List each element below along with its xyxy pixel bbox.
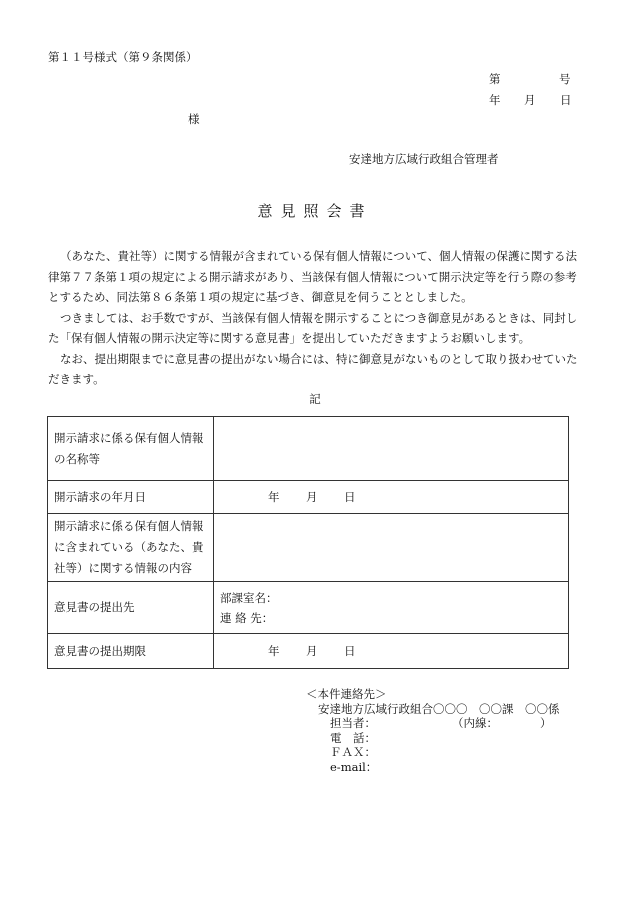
- table-row: [48, 514, 569, 582]
- deadline-year: 年: [268, 644, 280, 658]
- contact-person: 担当者：: [330, 716, 376, 730]
- sender: 安達地方広域行政組合管理者: [349, 152, 499, 166]
- date-day: 日: [560, 93, 572, 107]
- submission-dest-value: [214, 582, 569, 634]
- table-row: [48, 417, 569, 481]
- request-month: 月: [306, 490, 318, 504]
- info-content-value: [214, 514, 569, 582]
- doc-number-prefix: 第: [489, 72, 501, 86]
- contact-email: e-mail：: [330, 759, 378, 774]
- doc-number-suffix: 号: [559, 72, 571, 86]
- page-title: 意見照会書: [257, 202, 373, 220]
- form-number: 第１１号様式（第９条関係）: [48, 50, 198, 64]
- contact-label: 連 絡 先：: [220, 610, 274, 625]
- deadline-month: 月: [306, 644, 318, 658]
- paragraph-3: なお、提出期限までに意見書の提出がない場合には、特に御意見がないものとして取り扱わせていただきます。: [48, 351, 578, 386]
- paragraph-1: （あなた、貴社等）に関する情報が含まれている保有個人情報について、個人情報の保護に関する法律第７７条第１項の規定による開示請求があり、当該保有個人情報について開示決定等を行う際の参考とするため、同法第８６条第１項の規定に基づき、御意見を伺うこととしました。: [48, 249, 578, 304]
- request-date-label: 開示請求の年月日: [48, 481, 214, 514]
- date-year: 年: [489, 93, 501, 107]
- submission-dest-label: 意見書の提出先: [48, 582, 214, 634]
- contact-header: ＜本件連絡先＞: [306, 687, 387, 701]
- paragraph-2: つきましては、お手数ですが、当該保有個人情報を開示することにつき御意見があるときは、同封した「保有個人情報の開示決定等に関する意見書」を提出していただきますようお願いします。: [48, 310, 578, 345]
- deadline-label: 意見書の提出期限: [48, 634, 214, 669]
- request-day: 日: [344, 490, 356, 504]
- info-name-value: [214, 417, 569, 481]
- table-row: [48, 634, 569, 669]
- body-text: [48, 246, 580, 390]
- deadline-day: 日: [344, 644, 356, 658]
- info-table: [47, 416, 569, 669]
- date-month: 月: [524, 93, 536, 107]
- info-name-label: 開示請求に係る保有個人情報の名称等: [48, 417, 214, 481]
- contact-fax: ＦＡＸ：: [330, 745, 376, 759]
- request-date-value: [214, 481, 569, 514]
- table-row: [48, 481, 569, 514]
- contact-extension-close: ）: [540, 716, 552, 730]
- deadline-value: [214, 634, 569, 669]
- addressee: 様: [188, 112, 200, 126]
- contact-phone: 電 話：: [330, 730, 376, 745]
- contact-org: 安達地方広域行政組合〇〇〇 〇〇課 〇〇係: [318, 701, 560, 716]
- table-row: [48, 582, 569, 634]
- info-content-label: 開示請求に係る保有個人情報に含まれている（あなた、貴社等）に関する情報の内容: [48, 514, 214, 582]
- contact-extension: （内線：: [452, 716, 498, 730]
- request-year: 年: [268, 490, 280, 504]
- ki-marker: 記: [309, 392, 321, 406]
- dept-name-label: 部課室名：: [220, 590, 278, 605]
